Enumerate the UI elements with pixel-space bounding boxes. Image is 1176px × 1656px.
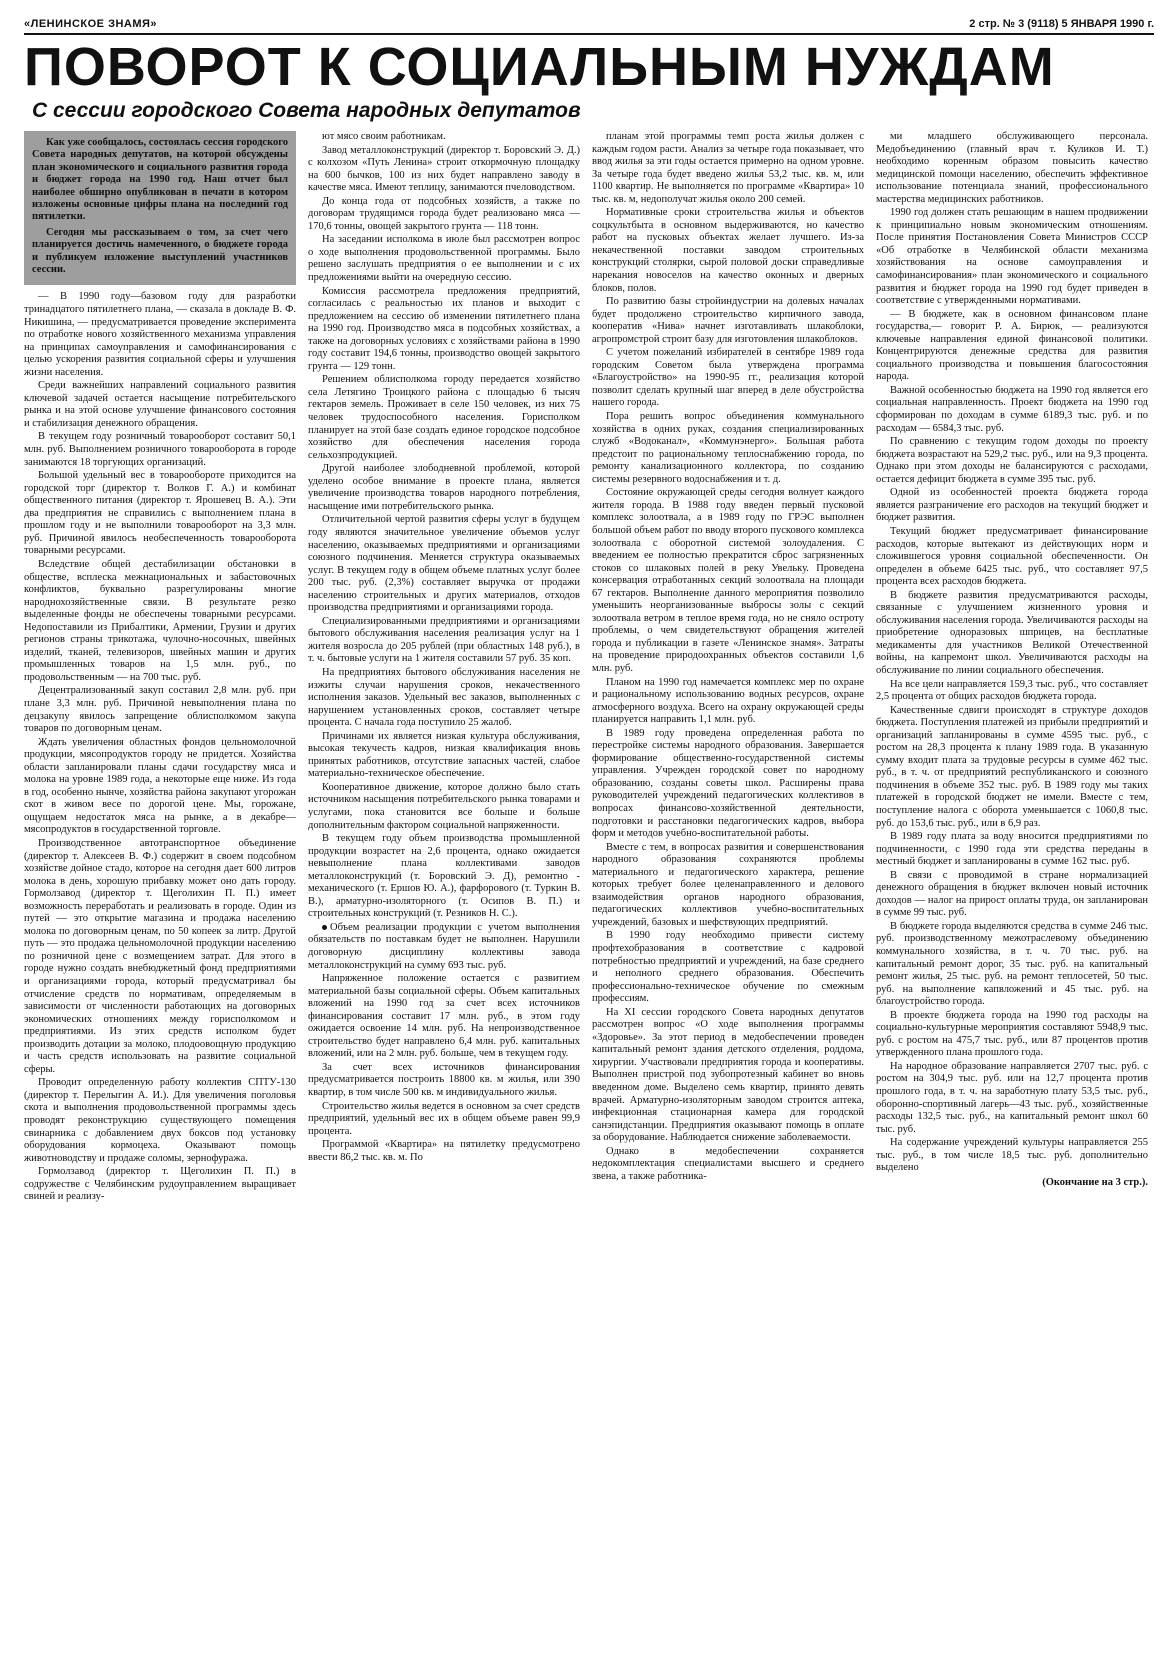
column-4 (876, 131, 1148, 1621)
paragraph: Вследствие общей дестабилизации обстановки в обществе, всплеска межнациональных и забастовочных конфликтов, буквально разрегулированы многие народнохозяйственные связи. В результате резко выделенные фонды не обеспечены товарными ресурсами. Недопоставили из Прибалтики, Армении, Грузии и других регионов страны трикотажа, чулочно-носочных, швейных изделий, тканей, телевизоров, швейных машин и других промышленных товаров на 1,5 млн. руб., по продовольственным — на 700 тыс. руб. (24, 558, 296, 683)
issue-info: 2 стр. № 3 (9118) 5 ЯНВАРЯ 1990 г. (969, 18, 1154, 30)
bullet-icon (322, 925, 327, 930)
paragraph: В бюджете города выделяются средства в сумме 246 тыс. руб. производственному межотраслевому объединению коммунального хозяйства, в т. ч. 70 тыс. руб. на капитальный ремонт дорог, 35 тыс. руб. на капитальный ремонт жилья, 25 тыс. руб. на ремонт теплосетей, 50 тыс. руб. на выполнение капвложений и 45 тыс. руб. на благоустройство города. (876, 920, 1148, 1008)
paragraph: Большой удельный вес в товарообороте приходится на городской торг (директор т. Волков Г. А.) и комбинат общественного питания (директор т. Ярошевец В. А.). Эти два предприятия не справились с выполнением плана в прошлом году и не выполнили товарооборот на 3,3 млн. руб. Причиной явилось необеспеченность товарооборота товарными ресурсами. (24, 470, 296, 557)
paragraph: В 1990 году необходимо привести систему профтехобразования в соответствие с кадровой потребностью предприятий и учреждений, на базе среднего и неполного среднего образования. Обеспечить профессионально-техническое обучение по смежным профессиям. (592, 930, 864, 1005)
paragraph: Важной особенностью бюджета на 1990 год является его социальная направленность. Проект бюджета на 1990 год сформирован по доходам в сумме 6189,3 тыс. руб. и по расходам — 6584,3 тыс. руб. (876, 384, 1148, 434)
paragraph: Причинами их является низкая культура обслуживания, высокая текучесть кадров, низкая квалификация вновь принятых работников, отсутствие запасных частей, слабое материально-техническое обеспечение. (308, 730, 580, 780)
lead-paragraph: Как уже сообщалось, состоялась сессия городского Совета народных депутатов, на которой обсуждены план экономического и социального развития города и бюджет города на 1990 год. Наш отчет был наиболее обширно опубликован в печати в котором изложены основные цифры плана на последний год пятилетки. (32, 137, 288, 223)
column-2 (308, 131, 580, 1621)
masthead (24, 18, 1154, 35)
paragraph: Отличительной чертой развития сферы услуг в будущем году являются значительное увеличение объемов услуг населению, оказываемых предприятиями и организациями союзного подчинения. Меняется структура оказываемых услуг. В текущем году в общем объеме платных услуг более 200 тыс. руб. (2,3%) составляет выручка от продажи населению строительных и других материалов, отходов производства предприятиями и организациями города. (308, 514, 580, 614)
paragraph: Качественные сдвиги происходят в структуре доходов бюджета. Поступления платежей из прибыли предприятий и организаций запланированы в сумме 4595 тыс. руб., с ростом на 28,3 процента к плану 1989 года. В указанную сумму входит плата за трудовые ресурсы в сумме 462 тыс. руб., в т. ч. от предприятий республиканского и союзного подчинения в объеме 352 тыс. руб. В 1989 году мы таких платежей в городской бюджет не имели. Вместе с тем, поступление налога с оборота уменьшается с 1060,8 тыс. руб. до 153,6 тыс. руб., или в 6,9 раз. (876, 704, 1148, 829)
paragraph: Нормативные сроки строительства жилья и объектов соцкультбыта в основном выдерживаются, но качество работ на пусковых объектах желает лучшего. Из-за некачественной поставки заводом строительных конструкций столярки, сырой половой доски справедливые нарекания новоселов на качество оконных и дверных блоков, полов. (592, 207, 864, 294)
newspaper-name: «ЛЕНИНСКОЕ ЗНАМЯ» (24, 18, 158, 30)
paragraph: Планом на 1990 год намечается комплекс мер по охране и рациональному использованию водных ресурсов, охране атмосферного воздуха. Всего на охрану окружающей среды планируется направить 1,1 млн. руб. (592, 676, 864, 726)
continuation-note: (Окончание на 3 стр.). (1042, 1176, 1148, 1188)
paragraph: — В 1990 году—базовом году для разработки тринадцатого пятилетнего плана, — сказала в докладе В. Ф. Никишина, — предусматривается проведение эксперимента по отработке нового хозяйственного механизма управления на принципах самоуправления и самофинансирования с целью ускорения развития социальной сферы и улучшения жизни населения. (24, 291, 296, 378)
paragraph: Решением облисполкома городу передается хозяйство села Летягино Троицкого района с площадью 6 тысяч гектаров земель. Проживает в селе 150 человек, из них 75 человек трудоспособного населения. Горисполком планирует на этой базе создать единое городское подсобное хозяйство для обеспечения населения города сельхозпродукцией. (308, 374, 580, 461)
paragraph: На предприятиях бытового обслуживания населения не изжиты случаи нарушения сроков, некачественного исполнения заказов. Удельный вес заказов, выполненных с нарушением установленных сроков, составляет четыре процента. С начала года поступило 25 жалоб. (308, 666, 580, 729)
paragraph: ми младшего обслуживающего персонала. Медобъединению (главный врач т. Куликов И. Т.) необходимо коренным образом повысить качество медицинской помощи населению, обеспечить эффективное использование потенциала знаний, профессионального мастерства медицинских работников. (876, 131, 1148, 205)
column-1 (24, 131, 296, 1621)
paragraph: В связи с проводимой в стране нормализацией денежного обращения в бюджет включен новый источник доходов — налог на прирост оплаты труда, он запланирован в сумме 99 тыс. руб. (876, 869, 1148, 919)
paragraph: Среди важнейших направлений социального развития ключевой задачей остается насыщение потребительского рынка и на этой основе улучшение финансового состояния и стабилизация денежного обращения. (24, 380, 296, 429)
paragraph: — В бюджете, как в основном финансовом плане государства,— говорит Р. А. Бирюк, — реализуются ключевые направления единой финансовой политики. Концентрируются денежные средства для развития социального производства и повышения благосостояния народа. (876, 308, 1148, 383)
paragraph: Напряженное положение остается с развитием материальной базы социальной сферы. Объем капитальных вложений на 1990 год за счет всех источников финансирования составит 17 млн. руб., в этом году ожидается освоение 14 млн. руб. На непроизводственное строительство будет направлено 6,4 млн. руб. капитальных вложений, или на 2 млн. руб. больше, чем в текущем году. (308, 973, 580, 1060)
paragraph: По сравнению с текущим годом доходы по проекту бюджета возрастают на 529,2 тыс. руб., или на 9,3 процента. Однако при этом доходы не балансируются с расходами, остается дефицит бюджета в сумме 395 тыс. руб. (876, 436, 1148, 485)
paragraph: На все цели направляется 159,3 тыс. руб., что составляет 2,5 процента от общих расходов бюджета города. (876, 678, 1148, 703)
lead-paragraph: Сегодня мы рассказываем о том, за счет чего планируется достичь намеченного, о бюджете города и публикуем изложение выступлений участников сессии. (32, 226, 288, 276)
paragraph: Строительство жилья ведется в основном за счет средств предприятий, удельный вес их в общем объеме равен 99,9 процента. (308, 1100, 580, 1137)
paragraph: Пора решить вопрос объединения коммунального хозяйства в одних руках, создания специализированных служб «Водоканал», «Коммунэнерго». Большая работа предстоит по рациональному теплоснабжению города, по ремонту канализационного коллектора, по созданию системы резервного водоснабжения и т. д. (592, 411, 864, 485)
paragraph: ют мясо своим работникам. (322, 131, 446, 142)
paragraph: Состояние окружающей среды сегодня волнует каждого жителя города. В 1988 году введен первый пусковой комплекс золоотвала, а в 1989 году по ГРЭС выполнен большой объем работ по вводу второго пускового комплекса золоотвала с оборотной системой золоудаления. С введением ее полностью прекратится сброс загрязненных стоков со шлаковых полей в реку Увельку. Проведена консервация отработанных секций золоотвала на площади 67 гектаров. Выполнение данного мероприятия позволило уменьшить неорганизованные выбросы золы с секций золоотвала ветром в теплое время года, но не сняло остроту проблемы, о чем свидетельствуют обращения жителей города и публикации в газете «Ленинское знамя». Затраты на проведение природоохранных объектов составили 1,6 млн. руб. (592, 487, 864, 674)
paragraph: В бюджете развития предусматриваются расходы, связанные с улучшением жизненного уровня и обслуживания населения города. Увеличиваются расходы на приобретение одноразовых шприцев, на бесплатные медикаменты для участников Великой Отечественной войны, на капремонт школ. Увеличиваются расходы на обслуживание по линии социального обеспечения. (876, 589, 1148, 676)
paragraph: На XI сессии городского Совета народных депутатов рассмотрен вопрос «О ходе выполнения программы «Здоровье». За этот период в медобеспечении проведен капитальный ремонт здания детского отделения, роддома, хирургии. Участвовали предприятия города и кооперативы. Выполнен пристрой под зубопротезный кабинет во вновь введенном доме. Выделено семь квартир, принято девять врачей. Арматурно-изоляторным заводом строится аптека, инфекционная стационарная камера для городской санэпидстанции. Предприятия оказывают помощь в оплате за оборудование. Наблюдается снижение заболеваемости. (592, 1006, 864, 1144)
column-3 (592, 131, 864, 1621)
paragraph: На содержание учреждений культуры направляется 255 тыс. руб., в том числе 18,5 тыс. руб. дополнительно выделено (876, 1137, 1148, 1174)
paragraph: Другой наиболее злободневной проблемой, которой уделено особое внимание в проекте плана, является увеличение производства товаров народного потребления, насыщение ими потребительского рынка. (308, 463, 580, 512)
paragraph: На народное образование направляется 2707 тыс. руб. с ростом на 304,9 тыс. руб. или на 12,7 процента против прошлого года, в т. ч. на заработную плату 53,5 тыс. руб., оборонно-спортивный лагерь—43 тыс. руб., хозяйственные расходы 132,5 тыс. руб., на капитальный ремонт школ 60 тыс. руб. (876, 1060, 1148, 1135)
paragraph: Одной из особенностей проекта бюджета города является разграничение его расходов на текущий бюджет и бюджет развития. (876, 487, 1148, 524)
paragraph: Текущий бюджет предусматривает финансирование расходов, которые вытекают из действующих норм и сложившегося уровня социальной обеспеченности. Он определен в объеме 6425 тыс. руб., что составляет 97,5 процента всех расходов бюджета. (876, 525, 1148, 588)
paragraph: Проводит определенную работу коллектив СПТУ-130 (директор т. Перелыгин А. И.). Для увеличения поголовья скота и выполнения продовольственной программы здесь проводят реконструкцию существующего помещения свинарника с добавлением двух боксов под установку оборудования кормоцеха. Оказывают помощь животноводству и продаже соломы, зернофуража. (24, 1077, 296, 1164)
paragraph: С учетом пожеланий избирателей в сентябре 1989 года городским Советом была утверждена программа «Благоустройство» на 1990-95 гг., реализация которой позволит сделать крупный шаг вперед в деле обустройства нашего города. (592, 347, 864, 409)
paragraph: Вместе с тем, в вопросах развития и совершенствования народного образования сохраняются проблемы материального и педагогического характера, решение которых требует более целенаправленного и делового взаимодействия органов народного образования, педагогических коллективов учебно-воспитательных учреждений, базовых и шефствующих предприятий. (592, 841, 864, 928)
paragraph: 1990 год должен стать решающим в нашем продвижении к принципиально новым экономическим отношениям. После принятия Постановления Совета Министров СССР «Об отработке в Челябинской области механизма хозяйствования на основе самоуправления и самофинансирования» план экономического и социального развития и бюджет города на 1990 год будет приведен в соответствие с утвержденными нормативами. (876, 207, 1148, 307)
paragraph: За счет всех источников финансирования предусматривается построить 18800 кв. м жилья, или 390 квартир, в том числе 500 кв. м индивидуального жилья. (308, 1061, 580, 1099)
paragraph: Комиссия рассмотрела предложения предприятий, согласилась с реальностью их планов и выходит с предложением на сессию об изменении пятилетнего плана на 1990 год. Производство мяса в подсобных хозяйствах, а также на договорных условиях с хозяйствами района в 1990 году составит 194,6 тонны, производство овощей закрытого грунта — 129 тонн. (308, 285, 580, 372)
paragraph: Однако в медобеспечении сохраняется недокомплектация специалистами высшего и среднего звена, а также работника- (592, 1145, 864, 1182)
paragraph: В 1989 году плата за воду вносится предприятиями по подчиненности, с 1990 года эти средства переданы в местный бюджет и запланированы в сумме 162 тыс. руб. (876, 831, 1148, 868)
paragraph: В текущем году розничный товарооборот составит 50,1 млн. руб. Выполнением розничного товарооборота в городе занимаются 18 торгующих организаций. (24, 431, 296, 468)
paragraph: По развитию базы стройиндустрии на долевых началах будет продолжено строительство кирпичного завода, кооператив «Нива» начнет изготавливать шлакоблоки, агропромстрой строит базу для изготовления шлакоблоков. (592, 296, 864, 345)
paragraph: В текущем году объем производства промышленной продукции возрастет на 2,6 процента, однако ожидается невыполнение плана коллективами заводов металлоконструкций (т. Боровский Э. Д), ремонтно - механического (т. Ершов Ю. А.), фарфорового (т. Туркин В. В.), арматурно-изоляторного (т. Осипов В. П.) и строительных конструкций (т. Резников Н. С.). (308, 833, 580, 920)
subheadline: С сессии городского Совета народных депутатов (32, 99, 581, 122)
paragraph: Кооперативное движение, которое должно было стать источником насыщения потребительского рынка товарами и услугами, пока становится все больше и больше дополнительным фактором социальной напряженности. (308, 781, 580, 831)
paragraph: В проекте бюджета города на 1990 год расходы на социально-культурные мероприятия составляют 5948,9 тыс. руб. с ростом на 475,7 тыс. руб., или 87 процентов против утвержденного плана прошлого года. (876, 1009, 1148, 1059)
paragraph: В 1989 году проведена определенная работа по перестройке системы народного образования. Завершается формирование общественно-государственной системы управления. Учрежден городской совет по народному образованию, созданы советы школ. Расширены права руководителей учреждений педагогических коллективов в вопросах финансово-хозяйственной деятельности, подготовки и расстановки педагогических кадров, выбора форм и методов учебно-воспитательной работы. (592, 727, 864, 840)
paragraph: Производственное автотранспортное объединение (директор т. Алексеев В. Ф.) содержит в своем подсобном хозяйстве дойное стадо, которое на сегодня дает 600 литров молока в день, хорошую прибавку может оно дать городу. Гормолзавод (директор т. Щеголихин П. П.) имеет возможность переработать и реализовать в городе. Один из путей — это открытие магазина и продажа населению молока по договорным ценам, по 50 копеек за литр. Другой путь — это продажа цельномолочной продукции населению по розничной цене с возмещением затрат. Для этого в городе нужно создать внебюджетный фонд предприятиями и организациями города, который предусматривал бы отчисление средств по нормативам, определяемым в зависимости от численности работающих на договорных экономических отношениях между горисполкомом и предприятиями. Из этих средств исполком будет производить дотации за молоко, плодоовощную продукцию и часть средств использовать на развитие социальной сферы. (24, 837, 296, 1075)
article-columns (24, 131, 1154, 1621)
paragraph: планам этой программы темп роста жилья должен с каждым годом расти. Анализ за четыре года показывает, что ввод жилья за эти годы остается примерно на одном уровне. За четыре года будет введено жилья 53,2 тыс. кв. м, или 1100 квартир. Не выполняется по программе «Квартира» 10 тыс. кв. м, недополучат жилья около 200 семей. (592, 131, 864, 205)
paragraph: Программой «Квартира» на пятилетку предусмотрено ввести 86,2 тыс. кв. м. По (308, 1139, 580, 1163)
paragraph: Децентрализованный закуп составил 2,8 млн. руб. при плане 3,3 млн. руб. Причиной невыполнения плана по децзакупу явилось запрещение облисполкомом закупа товаров по договорным ценам. (24, 685, 296, 735)
paragraph: На заседании исполкома в июле был рассмотрен вопрос о ходе выполнения продовольственной программы. Было решено заслушать предприятия о ее выполнении и с их предложениями выйти на очередную сессию. (308, 234, 580, 284)
paragraph: Ждать увеличения областных фондов цельномолочной продукции, мясопродуктов городу не придется. Хозяйства области запланировали планы сдачи государству мяса и молока на уровне 1989 года, а некоторые еще ниже. Из года в год, особенно нынче, хозяйства района закупают угорожан скот в живом весе по дорогой цене. Мы, горожане, ощущаем недостаток мяса на рынке, а в декабре—мясопродуктов в государственной торговле. (24, 736, 296, 836)
paragraph-text: Объем реализации продукции с учетом выполнения обязательств по поставкам будет не выполнен. Нарушили договорную дисциплину коллективы завода металлоконструкций на сумму 693 тыс. руб. (308, 921, 580, 971)
paragraph: Гормолзавод (директор т. Щеголихин П. П.) в содружестве с Челябинским рудоуправлением выращивает свиней и реализу- (24, 1166, 296, 1203)
lead-box (24, 131, 296, 285)
paragraph: Завод металлоконструкций (директор т. Боровский Э. Д.) с колхозом «Путь Ленина» строит откормочную площадку на 600 бычков, 100 из них будет направлено заводу в качестве мяса. Имеют теплицу, занимаются пчеловодством. (308, 144, 580, 194)
paragraph (308, 922, 580, 972)
paragraph: Специализированными предприятиями и организациями бытового обслуживания населения реализация услуг на 1 жителя возросла до 205 рублей (при областных 148 руб.), в т. ч. бытовые услуги на 1 жителя составили 57 руб. 35 коп. (308, 615, 580, 665)
headline: ПОВОРОТ К СОЦИАЛЬНЫМ НУЖДАМ (24, 37, 1055, 97)
paragraph: До конца года от подсобных хозяйств, а также по договорам трудящимся города будет реализовано мяса —170,6 тонны, овощей закрытого грунта — 118 тонн. (308, 195, 580, 232)
